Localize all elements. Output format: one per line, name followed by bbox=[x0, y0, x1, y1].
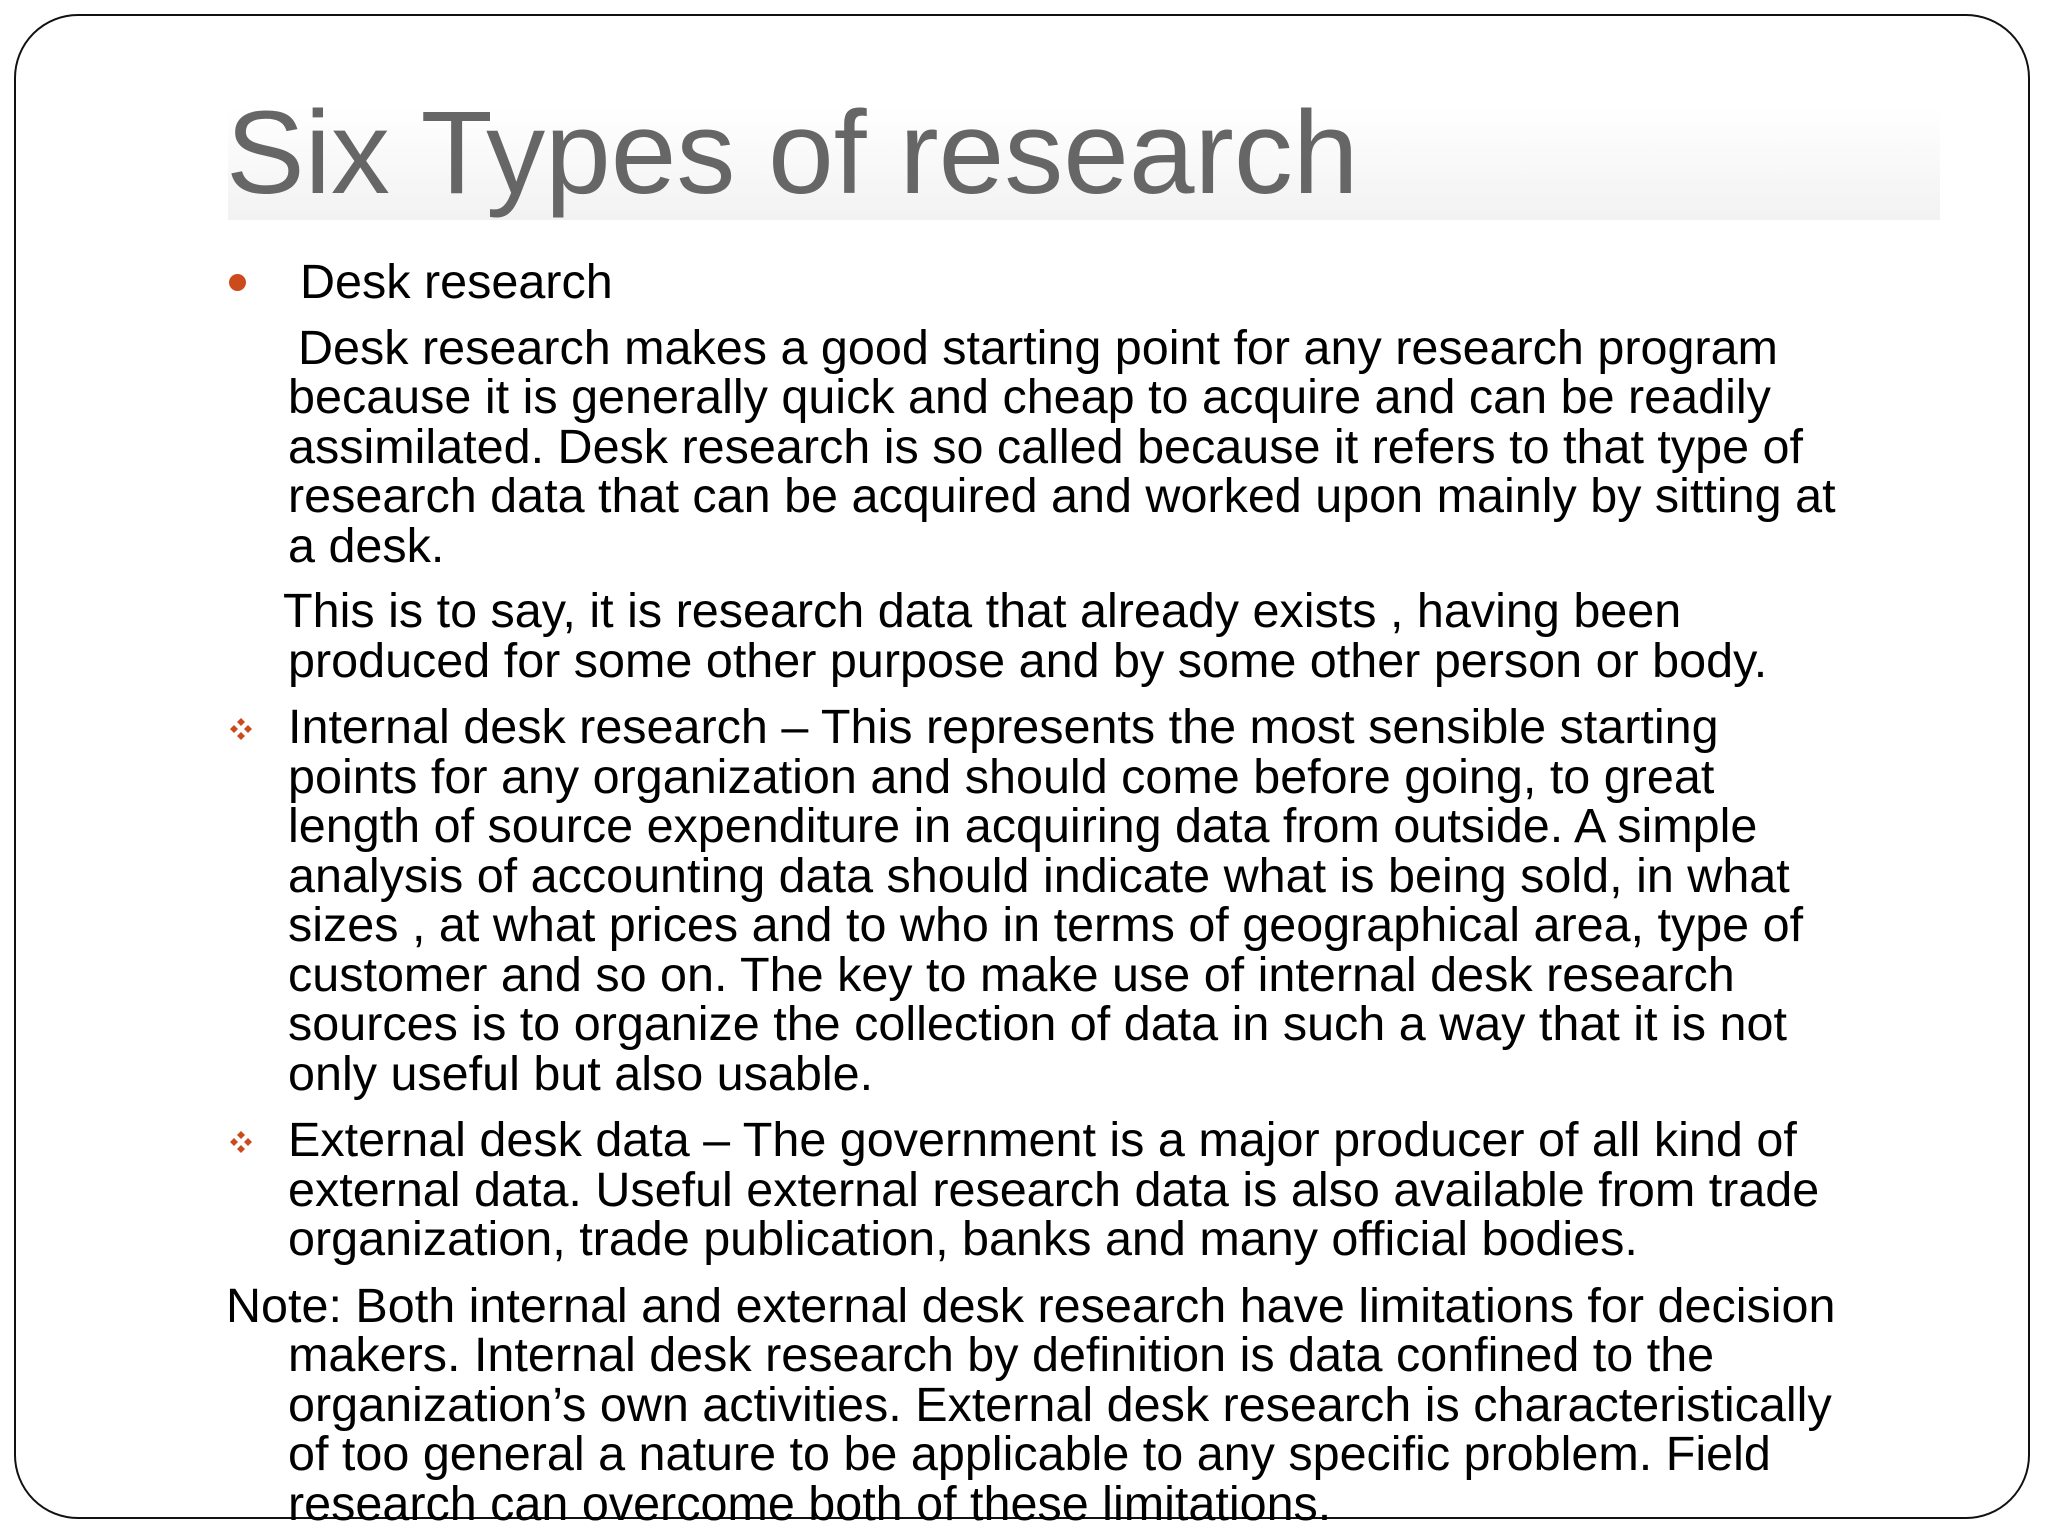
existing-data-paragraph bbox=[226, 584, 1936, 688]
four-diamond-bullet-icon bbox=[229, 717, 253, 741]
text-line: a desk. bbox=[288, 518, 445, 573]
text-line: because it is generally quick and cheap to acquire and can be readily bbox=[288, 370, 1771, 424]
text-line: Desk research makes a good starting point for any research program bbox=[298, 320, 1778, 375]
note-paragraph bbox=[226, 1278, 1936, 1531]
text-line: assimilated. Desk research is so called because it refers to that type of bbox=[288, 419, 1803, 474]
text-line: analysis of accounting data should indicate what is being sold, in what bbox=[288, 848, 1790, 903]
text-line: Note: Both internal and external desk research have limitations for decision bbox=[226, 1278, 1836, 1333]
text-line: sources is to organize the collection of data in such a way that it is not bbox=[288, 997, 1787, 1051]
slide-title: Six Types of research bbox=[226, 87, 1359, 219]
text-line: organization, trade publication, banks and many official bodies. bbox=[288, 1212, 1638, 1266]
text-line: length of source expenditure in acquiring data from outside. A simple bbox=[288, 799, 1758, 853]
text-line: produced for some other purpose and by some other person or body. bbox=[288, 633, 1768, 688]
text-line: only useful but also usable. bbox=[288, 1046, 874, 1101]
text-line: research data that can be acquired and worked upon mainly by sitting at bbox=[288, 469, 1836, 523]
text-line: External desk data – The government is a major producer of all kind of bbox=[288, 1113, 1797, 1167]
text-line: of too general a nature to be applicable to any specific problem. Field bbox=[288, 1427, 1771, 1481]
text-line: This is to say, it is research data that already exists , having been bbox=[283, 584, 1682, 638]
round-bullet-icon bbox=[229, 274, 246, 291]
text-line: makers. Internal desk research by definition is data confined to the bbox=[288, 1328, 1715, 1382]
text-line: customer and so on. The key to make use of internal desk research bbox=[288, 947, 1735, 1002]
external-desk-data-item bbox=[226, 1113, 1936, 1266]
text-line: points for any organization and should come before going, to great bbox=[288, 749, 1715, 804]
text-line: sizes , at what prices and to who in terms of geographical area, type of bbox=[288, 898, 1804, 952]
text-line: organization’s own activities. External desk research is characteristically bbox=[288, 1377, 1832, 1432]
four-diamond-bullet-icon bbox=[229, 1130, 253, 1154]
text-line: research can overcome both of these limitations. bbox=[288, 1476, 1332, 1531]
desk-research-heading-item bbox=[226, 255, 1936, 309]
internal-desk-research-item bbox=[226, 700, 1936, 1101]
slide-content bbox=[226, 255, 1936, 1531]
desk-research-paragraph bbox=[226, 320, 1936, 573]
desk-research-heading: Desk research bbox=[300, 255, 613, 309]
text-line: external data. Useful external research data is also available from trade bbox=[288, 1162, 1820, 1217]
text-line: Internal desk research – This represents the most sensible starting bbox=[288, 700, 1719, 754]
